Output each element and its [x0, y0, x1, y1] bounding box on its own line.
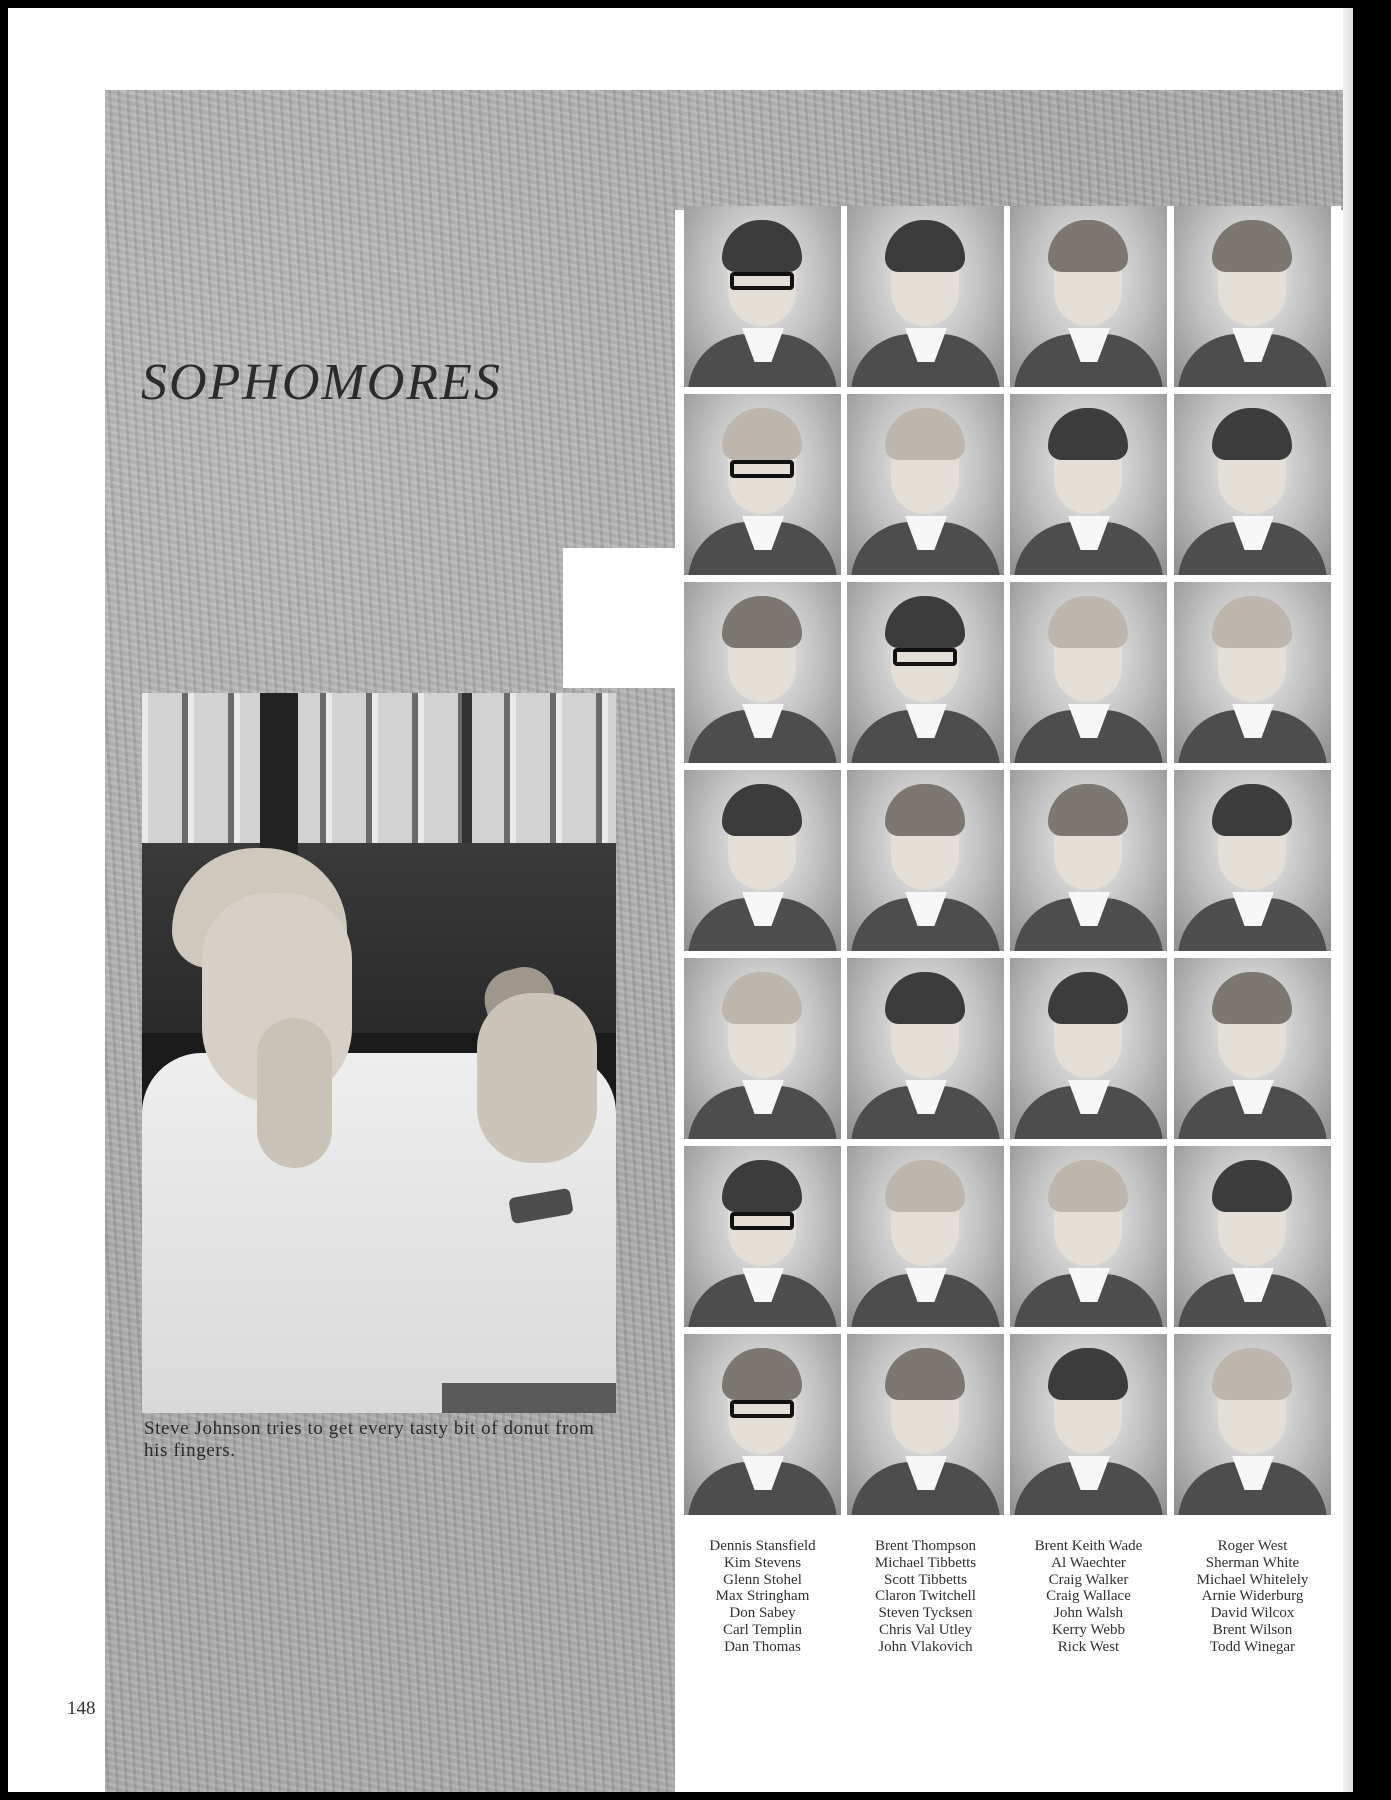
student-portrait [684, 394, 841, 575]
name-column [684, 1538, 841, 1656]
student-portrait [1010, 394, 1167, 575]
portrait-hair [885, 1160, 965, 1212]
student-portrait [1174, 770, 1331, 951]
portrait-hair [1212, 1348, 1292, 1400]
student-name: Brent Thompson [875, 1538, 976, 1554]
student-portrait [1174, 1146, 1331, 1327]
name-column [847, 1538, 1004, 1656]
student-name: Don Sabey [729, 1605, 796, 1622]
student-name: Arnie Widerburg [1201, 1588, 1304, 1605]
student-portrait [1010, 770, 1167, 951]
student-portrait [1010, 1334, 1167, 1515]
portrait-hair [1048, 408, 1128, 460]
portrait-hair [885, 1348, 965, 1400]
portrait-hair [885, 972, 965, 1024]
student-name: Scott Tibbetts [884, 1571, 967, 1588]
student-name: Max Stringham [715, 1588, 810, 1605]
portrait-hair [885, 596, 965, 648]
student-name: Brent Wilson [1212, 1621, 1293, 1638]
student-name: Kim Stevens [723, 1554, 802, 1571]
student-portrait [684, 958, 841, 1139]
student-name: Kerry Webb [1051, 1621, 1126, 1638]
portrait-hair [1212, 1160, 1292, 1212]
page-number: 148 [67, 1698, 96, 1719]
student-name: Craig Walker [1048, 1571, 1129, 1588]
student-portrait [847, 958, 1004, 1139]
section-title: SOPHOMORES [141, 354, 502, 411]
yearbook-page [8, 8, 1353, 1792]
student-name: Dan Thomas [724, 1638, 801, 1655]
glasses-icon [730, 272, 794, 290]
student-portrait [1010, 206, 1167, 387]
student-portrait [847, 1146, 1004, 1327]
portrait-hair [1048, 1160, 1128, 1212]
student-portrait [684, 1146, 841, 1327]
portrait-hair [885, 408, 965, 460]
student-name: Chris Val Utley [878, 1621, 973, 1638]
portrait-hair [1212, 220, 1292, 272]
student-portrait [1174, 206, 1331, 387]
student-hand-right [477, 993, 597, 1163]
portrait-hair [1212, 596, 1292, 648]
glasses-icon [730, 1212, 794, 1230]
photo-caption: Steve Johnson tries to get every tasty bit of donut from his fingers. [144, 1418, 595, 1461]
portrait-hair [722, 784, 802, 836]
student-portrait [847, 1334, 1004, 1515]
student-portrait [1010, 582, 1167, 763]
window-mullion [462, 693, 472, 843]
student-name: Brent Keith Wade [1034, 1538, 1143, 1554]
student-name: Michael Tibbetts [874, 1554, 977, 1571]
name-column [1010, 1538, 1167, 1656]
portrait-hair [1212, 408, 1292, 460]
portrait-hair [885, 784, 965, 836]
white-panel [563, 548, 683, 688]
student-name: Sherman White [1205, 1554, 1300, 1571]
portrait-hair [1048, 596, 1128, 648]
candid-photo [142, 693, 616, 1413]
student-portrait [1174, 582, 1331, 763]
portrait-hair [1212, 972, 1292, 1024]
student-name: Todd Winegar [1209, 1638, 1296, 1655]
student-portrait [1174, 1334, 1331, 1515]
portrait-hair [722, 408, 802, 460]
student-name: Al Waechter [1051, 1554, 1126, 1571]
student-portrait [847, 770, 1004, 951]
student-portrait [684, 582, 841, 763]
portrait-hair [722, 220, 802, 272]
portrait-hair [1048, 972, 1128, 1024]
student-portrait [847, 582, 1004, 763]
glasses-icon [893, 648, 957, 666]
student-name: Rick West [1057, 1638, 1120, 1655]
student-name: John Vlakovich [878, 1638, 973, 1655]
student-name: Dennis Stansfield [709, 1538, 816, 1554]
cafeteria-windows [142, 693, 616, 843]
student-portrait [847, 206, 1004, 387]
glasses-icon [730, 460, 794, 478]
student-name: Craig Wallace [1046, 1588, 1131, 1605]
portrait-hair [1212, 784, 1292, 836]
portrait-hair [1048, 784, 1128, 836]
student-portrait [684, 206, 841, 387]
student-name: David Wilcox [1210, 1605, 1295, 1622]
student-hand-left [257, 1018, 332, 1168]
scan-edge [1343, 8, 1353, 1792]
student-portrait [1010, 958, 1167, 1139]
student-name: Claron Twitchell [875, 1588, 976, 1605]
student-portrait [1174, 394, 1331, 575]
student-portrait [684, 1334, 841, 1515]
portrait-hair [722, 596, 802, 648]
portrait-hair [885, 220, 965, 272]
student-name: Steven Tycksen [878, 1605, 973, 1622]
student-portrait [1010, 1146, 1167, 1327]
portrait-hair [1048, 1348, 1128, 1400]
student-name: Carl Templin [722, 1621, 803, 1638]
portrait-hair [722, 1160, 802, 1212]
portrait-grid [684, 206, 1341, 1534]
portrait-hair [722, 1348, 802, 1400]
lunch-tray [442, 1383, 616, 1413]
student-name: Michael Whitelely [1196, 1571, 1309, 1588]
student-portrait [684, 770, 841, 951]
student-name: Roger West [1217, 1538, 1288, 1554]
glasses-icon [730, 1400, 794, 1418]
student-name: John Walsh [1054, 1605, 1123, 1622]
student-name: Glenn Stohel [723, 1571, 802, 1588]
portrait-hair [722, 972, 802, 1024]
portrait-hair [1048, 220, 1128, 272]
student-portrait [1174, 958, 1331, 1139]
student-portrait [847, 394, 1004, 575]
name-column [1174, 1538, 1331, 1656]
